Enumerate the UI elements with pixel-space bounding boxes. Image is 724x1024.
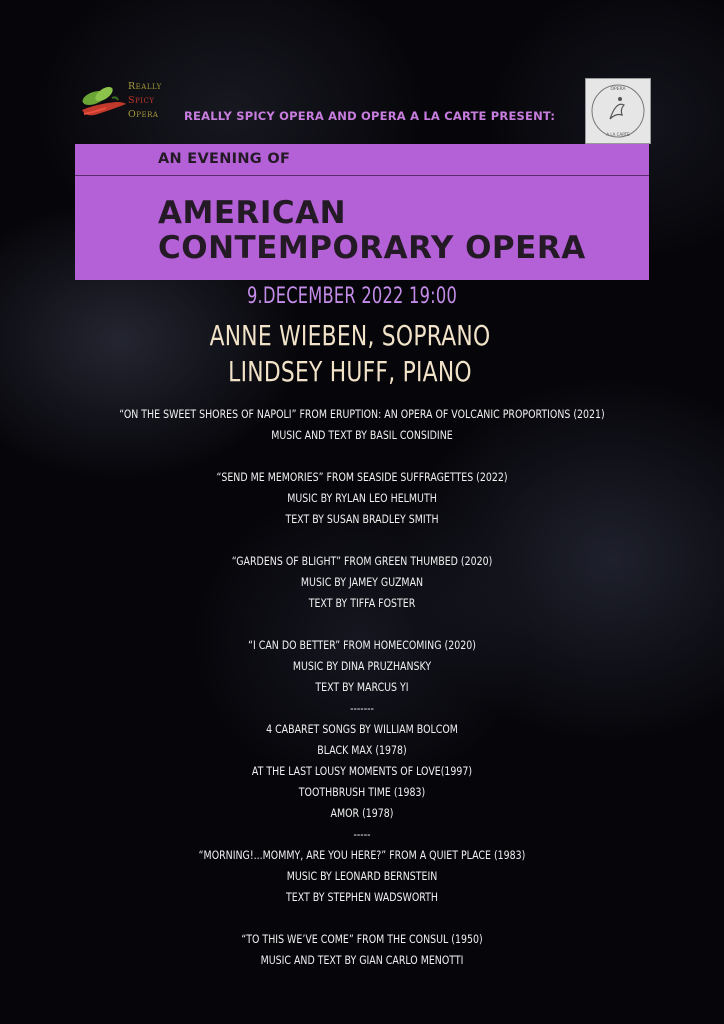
program-line: TEXT BY TIFFA FOSTER (308, 596, 416, 610)
program-line: 4 CABARET SONGS BY WILLIAM BOLCOM (266, 722, 458, 736)
program-separator: ------- (350, 701, 374, 715)
program-line: MUSIC AND TEXT BY GIAN CARLO MENOTTI (260, 953, 464, 967)
performers (77, 318, 623, 390)
program-line: “GARDENS OF BLIGHT” FROM GREEN THUMBED (2020) (231, 554, 493, 568)
program-line: TEXT BY SUSAN BRADLEY SMITH (285, 512, 439, 526)
program-line: “ON THE SWEET SHORES OF NAPOLI” FROM ERUPTION: AN OPERA OF VOLCANIC PROPORTIONS (2021) (119, 407, 605, 421)
chili-pepper-icon (76, 84, 128, 124)
opera-a-la-carte-logo (585, 78, 651, 144)
program-line: BLACK MAX (1978) (317, 743, 407, 757)
banner-eyebrow: AN EVENING OF (158, 151, 291, 167)
program-line: AMOR (1978) (330, 806, 394, 820)
program-line: AT THE LAST LOUSY MOMENTS OF LOVE(1997) (251, 764, 473, 778)
event-title (158, 196, 638, 266)
opera-a-la-carte-seal-icon (586, 79, 650, 143)
event-title-banner (75, 144, 649, 280)
logo-word-opera: Opera (128, 109, 159, 120)
program-line: TEXT BY MARCUS YI (315, 680, 409, 694)
logo-word-spicy: Spicy (128, 95, 155, 106)
banner-divider (75, 175, 649, 176)
svg-text:OPERA: OPERA (610, 87, 626, 92)
program-line: “I CAN DO BETTER” FROM HOMECOMING (2020) (248, 638, 476, 652)
program-line: MUSIC BY LEONARD BERNSTEIN (286, 869, 438, 883)
event-title-line-2: CONTEMPORARY OPERA (158, 230, 586, 266)
performer-piano: LINDSEY HUFF, PIANO (228, 355, 472, 388)
event-date: 9.DECEMBER 2022 19:00 (246, 284, 458, 309)
program-spacer (65, 530, 659, 551)
program-line: TEXT BY STEPHEN WADSWORTH (286, 890, 438, 904)
program-line: MUSIC BY RYLAN LEO HELMUTH (287, 491, 437, 505)
program-spacer (65, 908, 659, 929)
program-line: “SEND ME MEMORIES” FROM SEASIDE SUFFRAGETTES (2022) (216, 470, 508, 484)
really-spicy-opera-logo (76, 80, 176, 130)
program-line: “MORNING!...MOMMY, ARE YOU HERE?” FROM A QUIET PLACE (1983) (198, 848, 526, 862)
presenters-line: REALLY SPICY OPERA AND OPERA A LA CARTE PRESENT: (184, 109, 556, 123)
program-line: MUSIC BY JAMEY GUZMAN (300, 575, 424, 589)
program-spacer (65, 446, 659, 467)
program-line: MUSIC AND TEXT BY BASIL CONSIDINE (271, 428, 453, 442)
logo-wordmark (128, 80, 178, 122)
svg-text:A LA CARTE: A LA CARTE (606, 132, 630, 137)
program-line: MUSIC BY DINA PRUZHANSKY (292, 659, 432, 673)
program-line: TOOTHBRUSH TIME (1983) (298, 785, 426, 799)
program-spacer (65, 614, 659, 635)
program-list (0, 404, 724, 971)
program-separator: ----- (353, 827, 371, 841)
performer-soprano: ANNE WIEBEN, SOPRANO (209, 319, 491, 352)
program-line: “TO THIS WE’VE COME” FROM THE CONSUL (1950) (241, 932, 483, 946)
logo-word-really: Really (128, 81, 162, 92)
event-title-line-1: AMERICAN (158, 195, 347, 231)
